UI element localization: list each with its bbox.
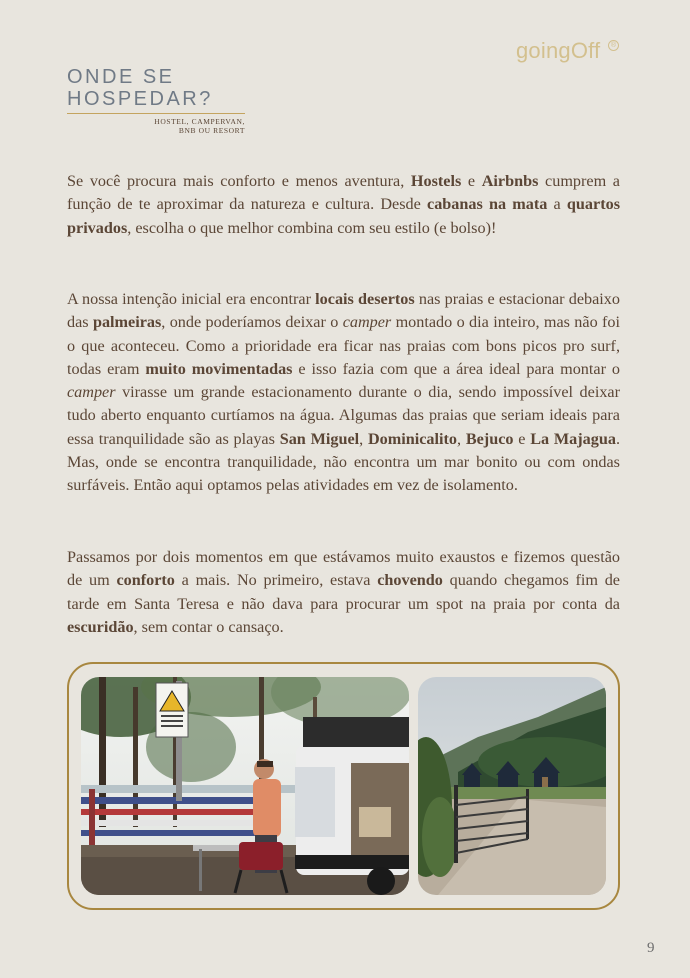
page-subtitle: [140, 117, 245, 135]
italic-text: camper: [67, 383, 116, 402]
subtitle-line-1: HOSTEL, CAMPERVAN,: [154, 117, 245, 126]
text-span: a mais. No primeiro, estava: [174, 571, 378, 590]
bold-text: escuridão: [67, 617, 134, 636]
text-span: e: [461, 172, 482, 190]
title-divider: [67, 113, 245, 114]
text-span: nas praias e estacionar debaixo das: [67, 290, 620, 332]
text-span: Se você procura mais conforto e menos aventura,: [67, 172, 411, 190]
bold-text: San Miguel: [279, 429, 360, 448]
text-span: ,: [359, 429, 368, 448]
page-number: 9: [647, 940, 655, 956]
bold-text: muito movimentadas: [145, 359, 293, 378]
campervan-photo: [81, 677, 409, 895]
text-span: , escolha o que melhor combina com seu estilo (e bolso)!: [127, 218, 497, 237]
bold-text: chovendo: [377, 571, 443, 590]
brand-logo: goingOff: [516, 38, 601, 63]
text-span: montado o dia inteiro, mas não foi o que aconteceu. Como a prioridade era ficar nas praias com bons picos pro surf, todas eram: [67, 313, 621, 378]
subtitle-line-2: BNB OU RESORT: [178, 126, 245, 135]
text-span: . Mas, onde se encontra tranquilidade, não encontra um mar bonito ou com ondas surfáveis. Então aqui optamos pelas atividades em vez de isolamento.: [67, 429, 620, 495]
text-span: e isso fazia com que a área ideal para montar o: [292, 359, 620, 378]
text-span: A nossa intenção inicial era encontrar: [67, 290, 316, 308]
page-title: [67, 66, 213, 110]
text-span: Passamos por dois momentos em que estávamos muito exaustos e fizemos questão de um: [67, 548, 620, 590]
text-span: e: [513, 429, 531, 448]
title-line-2: HOSPEDAR?: [67, 88, 213, 110]
text-span: cumprem a função de te aproximar da natureza e cultura. Desde: [67, 172, 620, 214]
bold-text: conforto: [116, 571, 175, 590]
italic-text: camper: [342, 313, 392, 332]
paragraph-1: [67, 170, 620, 240]
bold-text: cabanas na mata: [427, 195, 548, 214]
bold-text: Hostels: [410, 172, 462, 190]
bold-text: locais desertos: [315, 290, 415, 308]
bold-text: Airbnbs: [481, 172, 539, 190]
text-span: , sem contar o cansaço.: [133, 617, 284, 636]
text-span: ,: [457, 429, 466, 448]
text-span: , onde poderíamos deixar o: [161, 313, 343, 332]
text-span: virasse um grande estacionamento durante o dia, sendo impossível deixar tudo aberto enquanto curtíamos na água. Algumas das praias que seriam ideais para essa tranquilidade são as playas: [67, 383, 620, 448]
text-span: a: [547, 195, 567, 214]
bold-text: La Majagua: [530, 429, 616, 448]
paragraph-3: [67, 546, 620, 639]
bold-text: quartos privados: [67, 195, 620, 237]
text-span: quando chegamos fim de tarde em Santa Teresa e não dava para procurar um spot na praia por conta da: [67, 571, 620, 613]
paragraph-2: [67, 288, 620, 498]
bold-text: Bejuco: [465, 429, 514, 448]
title-line-1: ONDE SE: [67, 66, 175, 88]
bold-text: palmeiras: [92, 313, 162, 332]
bold-text: Dominicalito: [367, 429, 457, 448]
cabins-photo: [418, 677, 606, 895]
brand-mark-icon: ®: [608, 40, 619, 51]
